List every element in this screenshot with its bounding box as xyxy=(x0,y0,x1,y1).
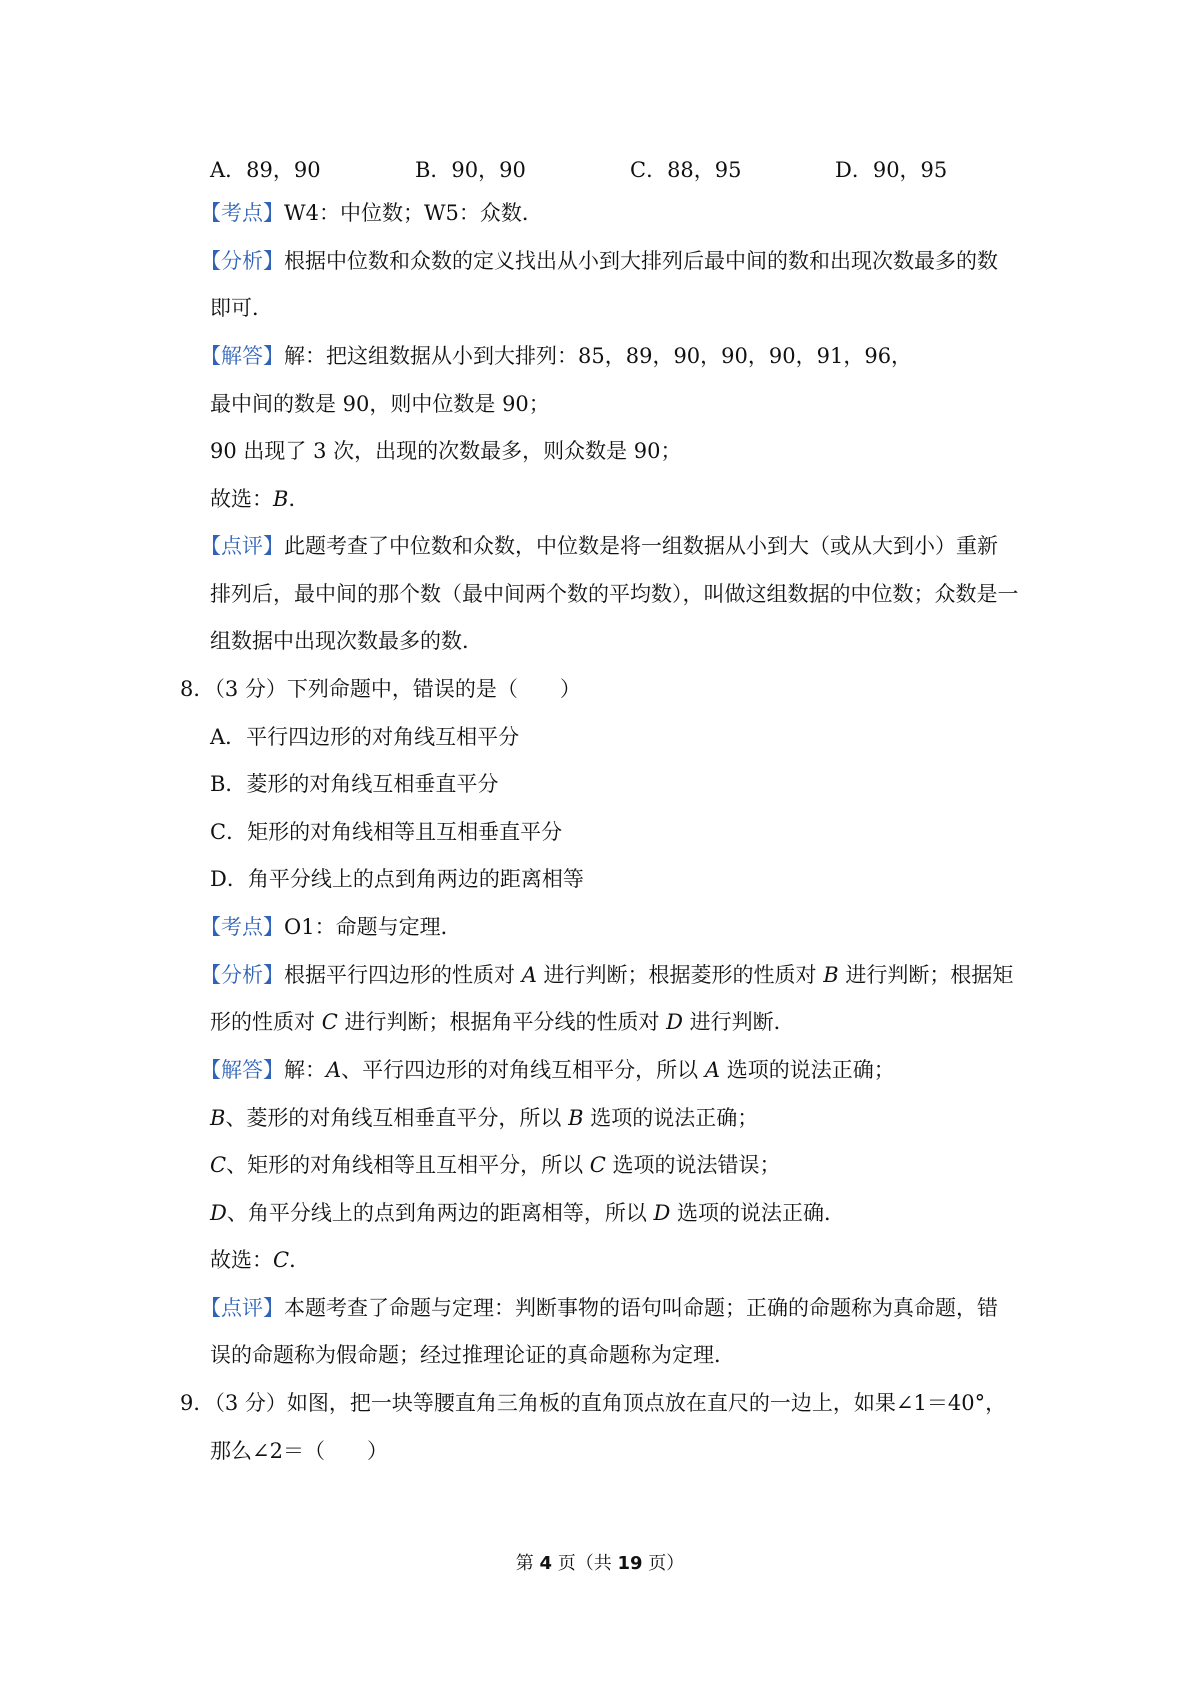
answer-prefix: 故选： xyxy=(210,1248,273,1272)
q8-fenxi-line2 xyxy=(210,1007,795,1037)
q7-option-a: A．89，90 xyxy=(210,158,321,182)
q7-kaodian xyxy=(200,198,543,228)
answer-letter: C xyxy=(273,1248,290,1272)
var-d: D xyxy=(210,1201,227,1225)
q7-option-d: D．90，95 xyxy=(835,158,948,182)
q7-option-b: B．90，90 xyxy=(415,158,526,182)
jieda-text: 、角平分线上的点到角两边的距离相等，所以 xyxy=(226,1201,654,1225)
q8-option-d: D．角平分线上的点到角两边的距离相等 xyxy=(210,867,584,891)
fenxi-text: 根据中位数和众数的定义找出从小到大排列后最中间的数和出现次数最多的数 xyxy=(284,249,998,273)
q8-fenxi-line1 xyxy=(200,960,1013,990)
q8-option-a: A．平行四边形的对角线互相平分 xyxy=(210,725,520,749)
jieda-text: 选项的说法错误； xyxy=(605,1153,781,1177)
q8-jieda-line4 xyxy=(210,1198,845,1228)
q7-dianping-line1 xyxy=(200,531,998,561)
dianping-text: 此题考查了中位数和众数，中位数是将一组数据从小到大（或从大到小）重新 xyxy=(284,534,998,558)
kaodian-text: O1：命题与定理． xyxy=(284,915,462,939)
q8-option-c: C．矩形的对角线相等且互相垂直平分 xyxy=(210,820,563,844)
var-c: C xyxy=(321,1010,338,1034)
var-b: B xyxy=(210,1106,226,1130)
q7-dianping-line2: 排列后，最中间的那个数（最中间两个数的平均数），叫做这组数据的中位数；众数是一 xyxy=(210,582,1019,606)
q7-jieda-line3: 90 出现了 3 次，出现的次数最多，则众数是 90； xyxy=(210,439,682,463)
fenxi-tag: 【分析】 xyxy=(200,249,284,273)
var-a: A xyxy=(521,963,537,987)
jieda-text: 、菱形的对角线互相垂直平分，所以 xyxy=(225,1106,569,1130)
page-total: 19 xyxy=(617,1553,643,1574)
q7-dianping-line3: 组数据中出现次数最多的数． xyxy=(210,629,483,653)
var-d: D xyxy=(653,1201,671,1225)
answer-suffix: ． xyxy=(288,487,310,511)
dianping-tag: 【点评】 xyxy=(200,534,284,558)
footer-middle: 页（共 xyxy=(552,1553,618,1574)
kaodian-tag: 【考点】 xyxy=(200,915,284,939)
answer-letter: B xyxy=(273,487,289,511)
fenxi-text: 根据平行四边形的性质对 xyxy=(284,963,522,987)
dianping-text: 本题考查了命题与定理：判断事物的语句叫命题；正确的命题称为真命题，错 xyxy=(284,1296,998,1320)
jieda-tag: 【解答】 xyxy=(200,1058,284,1082)
jieda-text: 解：把这组数据从小到大排列：85，89，90，90，90，91，96， xyxy=(284,344,913,368)
q8-stem: 8．（3 分）下列命题中，错误的是（ ） xyxy=(180,677,581,701)
q7-fenxi-line2: 即可． xyxy=(210,296,273,320)
q8-dianping-line1 xyxy=(200,1293,998,1323)
q8-dianping-line2: 误的命题称为假命题；经过推理论证的真命题称为定理． xyxy=(210,1343,735,1367)
var-c: C xyxy=(589,1153,606,1177)
q8-option-b: B．菱形的对角线互相垂直平分 xyxy=(210,772,499,796)
page-footer xyxy=(0,1551,1200,1577)
jieda-tag: 【解答】 xyxy=(200,344,284,368)
jieda-text: 选项的说法正确； xyxy=(720,1058,895,1082)
q7-jieda-line2: 最中间的数是 90，则中位数是 90； xyxy=(210,392,550,416)
var-d: D xyxy=(666,1010,683,1034)
q7-fenxi-line1 xyxy=(200,246,998,276)
q9-stem-line2: 那么∠2＝（ ） xyxy=(210,1439,388,1463)
kaodian-tag: 【考点】 xyxy=(200,201,284,225)
var-a: A xyxy=(326,1058,342,1082)
jieda-text: 选项的说法正确； xyxy=(583,1106,759,1130)
fenxi-text: 进行判断；根据角平分线的性质对 xyxy=(337,1010,667,1034)
jieda-text: 选项的说法正确． xyxy=(670,1201,846,1225)
q8-answer xyxy=(210,1245,310,1275)
answer-prefix: 故选： xyxy=(210,487,273,511)
dianping-tag: 【点评】 xyxy=(200,1296,284,1320)
fenxi-tag: 【分析】 xyxy=(200,963,284,987)
jieda-text: 解： xyxy=(284,1058,326,1082)
q8-kaodian xyxy=(200,912,462,942)
page-number: 4 xyxy=(539,1553,552,1574)
footer-suffix: 页） xyxy=(642,1553,685,1574)
fenxi-text: 进行判断；根据菱形的性质对 xyxy=(536,963,824,987)
var-b: B xyxy=(823,963,839,987)
var-a: A xyxy=(704,1058,721,1082)
fenxi-text: 进行判断． xyxy=(682,1010,795,1034)
q8-jieda-line2 xyxy=(210,1103,758,1133)
q7-option-c: C．88，95 xyxy=(630,158,742,182)
q8-jieda-line3 xyxy=(210,1150,781,1180)
jieda-text: 、平行四边形的对角线互相平分，所以 xyxy=(341,1058,705,1082)
kaodian-text: W4：中位数；W5：众数． xyxy=(284,201,543,225)
answer-suffix: ． xyxy=(289,1248,311,1272)
q7-answer xyxy=(210,484,309,514)
q8-jieda-line1 xyxy=(200,1055,895,1085)
var-c: C xyxy=(210,1153,227,1177)
jieda-text: 、矩形的对角线相等且互相平分，所以 xyxy=(226,1153,590,1177)
q7-jieda-line1 xyxy=(200,341,912,371)
footer-prefix: 第 xyxy=(515,1553,540,1574)
var-b: B xyxy=(568,1106,584,1130)
fenxi-text: 形的性质对 xyxy=(210,1010,322,1034)
q9-stem-line1: 9．（3 分）如图，把一块等腰直角三角板的直角顶点放在直尺的一边上，如果∠1＝40°， xyxy=(180,1391,1007,1415)
fenxi-text: 进行判断；根据矩 xyxy=(838,963,1014,987)
